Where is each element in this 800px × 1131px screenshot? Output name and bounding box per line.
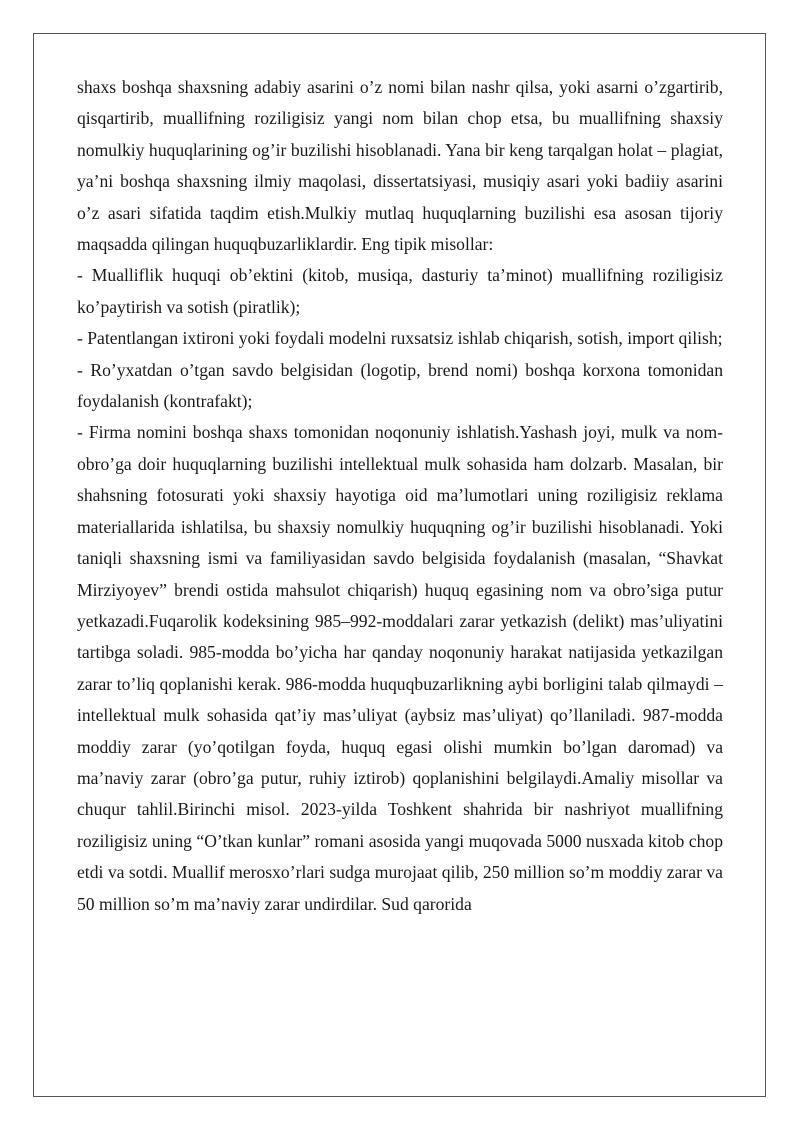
paragraph-intro: shaxs boshqa shaxsning adabiy asarini o’z nomi bilan nashr qilsa, yoki asarni o’zgartirib, qisqartirib, muallifning roziligisiz yangi nom bilan chop etsa, bu muallifning shaxsiy nomulkiy huquqlarining og’ir buzilishi hisoblanadi. Yana bir keng tarqalgan holat – plagiat, ya’ni boshqa shaxsning ilmiy maqolasi, dissertatsiyasi, musiqiy asari yoki badiiy asarini o’z asari sifatida taqdim etish.Mulkiy mutlaq huquqlarning buzilishi esa asosan tijoriy maqsadda qilingan huquqbuzarliklardir. Eng tipik misollar: xyxy=(77,77,723,255)
document-body xyxy=(77,72,723,920)
list-item-patent: - Patentlangan ixtironi yoki foydali modelni ruxsatsiz ishlab chiqarish, sotish, import qilish; xyxy=(77,328,723,349)
list-item-firm-name: - Firma nomini boshqa shaxs tomonidan noqonuniy ishlatish.Yashash joyi, mulk va nom-obro’ga doir huquqlarning buzilishi intellektual mulk sohasida ham dolzarb. Masalan, bir shahsning fotosurati yoki shaxsiy hayotiga oid ma’lumotlari uning roziligisiz reklama materiallarida ishlatilsa, bu shaxsiy nomulkiy huquqning og’ir buzilishi hisoblanadi. Yoki taniqli shaxsning ismi va familiyasidan savdo belgisida foydalanish (masalan, “Shavkat Mirziyoyev” brendi ostida mahsulot chiqarish) huquq egasining nom va obro’siga putur yetkazadi.Fuqarolik kodeksining 985–992-moddalari zarar yetkazish (delikt) mas’uliyatini tartibga soladi. 985-modda bo’yicha har qanday noqonuniy harakat natijasida yetkazilgan zarar to’liq qoplanishi kerak. 986-modda huquqbuzarlikning aybi borligini talab qilmaydi – intellektual mulk sohasida qat’iy mas’uliyat (aybsiz mas’uliyat) qo’llaniladi. 987-modda moddiy zarar (yo’qotilgan foyda, huquq egasi olishi mumkin bo’lgan daromad) va ma’naviy zarar (obro’ga putur, ruhiy iztirob) qoplanishini belgilaydi.Amaliy misollar va chuqur tahlil.Birinchi misol. 2023-yilda Toshkent shahrida bir nashriyot muallifning roziligisiz uning “O’tkan kunlar” romani asosida yangi muqovada 5000 nusxada kitob chop etdi va sotdi. Muallif merosxo’rlari sudga murojaat qilib, 250 million so’m moddiy zarar va 50 million so’m ma’naviy zarar undirdilar. Sud qarorida xyxy=(77,422,723,914)
list-item-piracy: - Mualliflik huquqi ob’ektini (kitob, musiqa, dasturiy ta’minot) muallifning roziligisiz ko’paytirish va sotish (piratlik); xyxy=(77,265,723,317)
list-item-trademark: - Ro’yxatdan o’tgan savdo belgisidan (logotip, brend nomi) boshqa korxona tomonidan foydalanish (kontrafakt); xyxy=(77,359,723,412)
